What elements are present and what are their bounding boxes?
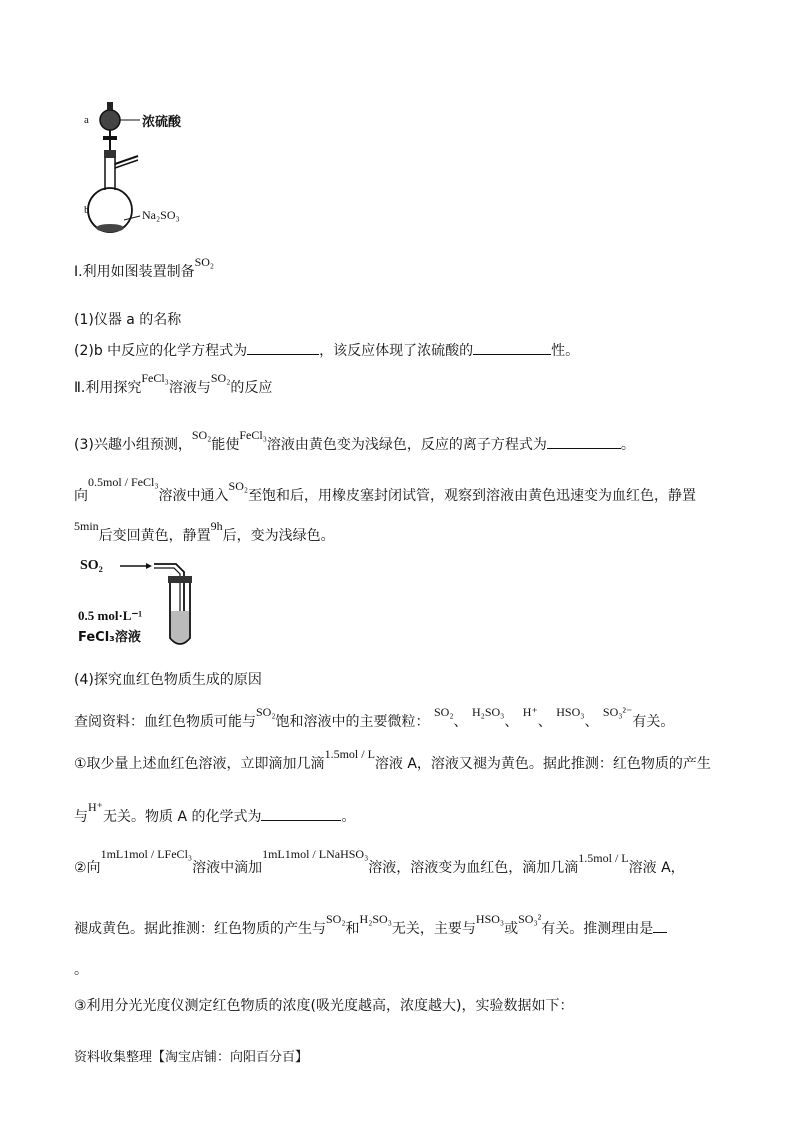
step-2-text-10: 。 (74, 962, 88, 978)
salt-label: Na₂SO₃ (142, 208, 180, 222)
experiment-text-4: 后变回黄色，静置 (98, 528, 211, 544)
question-1-text: (1)仪器 a 的名称 (74, 312, 182, 328)
reference-text-2: 饱和溶液中的主要微粒： (275, 714, 430, 730)
experiment-line-1 (74, 475, 697, 506)
test-tube-figure (76, 556, 206, 648)
step-1-text-5: 。 (341, 809, 356, 825)
question-2-text-1: (2)b 中反应的化学方程式为 (74, 343, 248, 359)
step-1-text-1: ①取少量上述血红色溶液，立即滴加几滴 (74, 756, 325, 772)
so2-formula: SO₂ (256, 705, 276, 719)
question-4-text: (4)探究血红色物质生成的原因 (74, 672, 262, 688)
particle-formula: H₂SO₃ (471, 705, 505, 719)
step-3-text: ③利用分光光度仪测定红色物质的浓度(吸光度越高，浓度越大)，实验数据如下： (74, 998, 574, 1014)
step-3 (74, 996, 573, 1016)
section1-heading-text: Ⅰ.利用如图装置制备 (74, 264, 195, 280)
so2-formula: SO₂ (228, 479, 249, 493)
step-2-text-1: ②向 (74, 860, 101, 876)
step-2-text-3: 溶液，溶液变为血红色，滴加几滴 (368, 860, 579, 876)
separator: 、 (537, 714, 552, 730)
time-value: 9h (210, 519, 223, 533)
step-2-text-2: 溶液中滴加 (192, 860, 263, 876)
step-2-text-8: 或 (504, 921, 519, 937)
question-3 (74, 428, 635, 455)
h-ion-formula: H⁺ (88, 800, 103, 814)
step-2-text-6: 和 (345, 921, 360, 937)
section2-text-1: Ⅱ.利用探究 (74, 380, 142, 396)
question-2-text-3: 性。 (551, 343, 580, 359)
question-3-text-3: 溶液由黄色变为浅绿色，反应的离子方程式为 (266, 437, 547, 453)
section2-text-3: 的反应 (230, 380, 273, 396)
step-1-line-1 (74, 747, 711, 774)
apparatus-label-b: b (84, 204, 90, 216)
concentration-formula: 1.5mol / L (578, 851, 629, 865)
particle-formula: SO₂ (433, 705, 454, 719)
h2so3-formula: H₂SO₃ (359, 912, 392, 926)
answer-blank[interactable] (473, 340, 551, 355)
concentration-formula: 0.5mol / FeCl₃ (88, 475, 159, 489)
separator: 、 (504, 714, 519, 730)
reagent-formula: 1mL1mol / LFeCl₃ (100, 847, 193, 861)
question-3-text-4: 。 (620, 437, 635, 453)
question-4-heading (74, 670, 262, 690)
concentration-label: 0.5 mol·L⁻¹ (78, 608, 143, 623)
experiment-line-2 (74, 519, 335, 546)
particle-formula: HSO₃ (556, 705, 585, 719)
experiment-text-3: 至饱和后，用橡皮塞封闭试管，观察到溶液由黄色迅速变为血红色，静置 (248, 488, 697, 504)
reagent-formula: 1mL1mol / LNaHSO₃ (262, 847, 369, 861)
hso3-formula: HSO₃ (475, 912, 505, 926)
so2-formula: SO₂ (194, 255, 215, 269)
reference-line (74, 705, 675, 732)
question-1 (74, 310, 181, 330)
answer-blank[interactable] (247, 340, 319, 355)
gas-label: SO₂ (80, 558, 103, 573)
step-2-text-7: 无关，主要与 (391, 921, 476, 937)
step-2-text-5: 褪成黄色。据此推测：红色物质的产生与 (74, 921, 326, 937)
so2-formula: SO₂ (191, 428, 212, 442)
step-1-text-4: 无关。物质 A 的化学式为 (103, 809, 262, 825)
fecl3-formula: FeCl₃ (141, 371, 169, 385)
apparatus-label-a: a (84, 114, 89, 126)
separator: 、 (584, 714, 599, 730)
so2-formula: SO₂ (210, 371, 231, 385)
section2-text-2: 溶液与 (168, 380, 211, 396)
question-2-text-2: ，该反应体现了浓硫酸的 (319, 343, 474, 359)
section2-heading (74, 371, 273, 398)
answer-blank[interactable] (261, 806, 341, 821)
so3-formula: SO₃² (518, 912, 542, 926)
acid-label: 浓硫酸 (142, 115, 182, 130)
footer-text: 资料收集整理【淘宝店铺：向阳百分百】 (74, 1050, 309, 1065)
reference-text-1: 查阅资料：血红色物质可能与 (74, 714, 256, 730)
reference-text-3: 有关。 (632, 714, 675, 730)
question-3-text-1: (3)兴趣小组预测， (74, 437, 192, 453)
step-2-text-9: 有关。推测理由是 (541, 921, 654, 937)
so2-formula: SO₂ (326, 912, 346, 926)
apparatus-figure (80, 98, 220, 240)
footer (74, 1048, 308, 1068)
question-3-text-2: 能使 (211, 437, 240, 453)
step-2-line-2 (74, 912, 667, 939)
step-1-line-2 (74, 800, 356, 827)
solution-label: FeCl₃溶液 (78, 630, 141, 645)
step-2-line-1 (74, 847, 685, 878)
answer-blank[interactable] (547, 434, 621, 449)
experiment-text-1: 向 (74, 488, 88, 504)
time-value: 5min (74, 519, 99, 533)
particle-formula: H⁺ (522, 705, 538, 719)
experiment-text-5: 后，变为浅绿色。 (222, 528, 335, 544)
section1-heading (74, 255, 215, 282)
concentration-formula: 1.5mol / L (324, 747, 375, 761)
particle-formula: SO₃²⁻ (602, 705, 633, 719)
answer-blank[interactable] (653, 918, 667, 933)
step-1-text-2: 溶液 A，溶液又褪为黄色。据此推测：红色物质的产生 (374, 756, 711, 772)
separator: 、 (453, 714, 468, 730)
step-1-text-3: 与 (74, 809, 88, 825)
fecl3-formula: FeCl₃ (239, 428, 267, 442)
step-2-text-4: 溶液 A， (628, 860, 685, 876)
question-2 (74, 340, 579, 361)
step-2-line-3 (74, 960, 88, 980)
experiment-text-2: 溶液中通入 (158, 488, 229, 504)
